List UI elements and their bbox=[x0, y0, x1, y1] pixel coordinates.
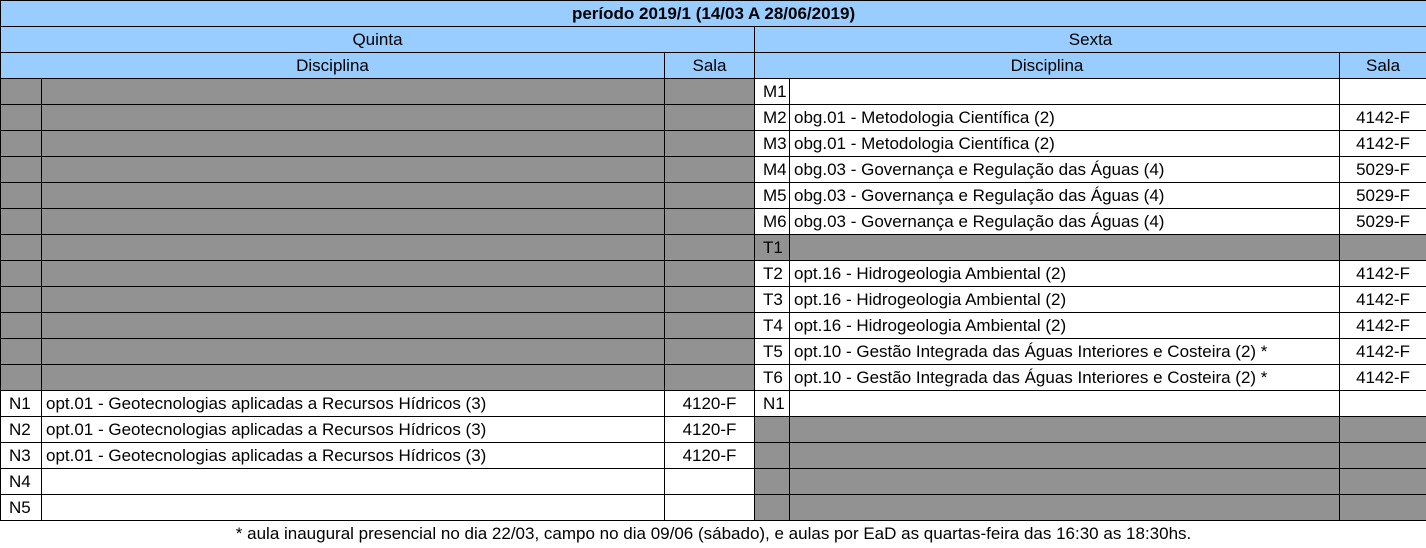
day-header-quinta: Quinta bbox=[1, 27, 755, 53]
left-slot-cell: N1 bbox=[1, 391, 42, 417]
left-course-cell bbox=[42, 495, 665, 521]
left-slot-cell: N5 bbox=[1, 495, 42, 521]
left-slot-cell bbox=[1, 261, 42, 287]
left-room-cell: 4120-F bbox=[665, 443, 755, 469]
left-room-cell bbox=[665, 365, 755, 391]
right-room-cell: 4142-F bbox=[1340, 261, 1426, 287]
left-slot-cell bbox=[1, 313, 42, 339]
column-header-row bbox=[1, 53, 1426, 79]
right-room-cell: 4142-F bbox=[1340, 131, 1426, 157]
left-room-cell bbox=[665, 313, 755, 339]
right-room-cell: 5029-F bbox=[1340, 209, 1426, 235]
right-course-cell: opt.10 - Gestão Integrada das Águas Interiores e Costeira (2) * bbox=[790, 339, 1340, 365]
left-course-cell bbox=[42, 365, 665, 391]
table-row bbox=[1, 313, 1426, 339]
right-slot-cell bbox=[755, 469, 790, 495]
right-course-cell bbox=[790, 79, 1340, 105]
right-slot-cell: M1 bbox=[755, 79, 790, 105]
right-slot-cell bbox=[755, 495, 790, 521]
col-header-sala-right: Sala bbox=[1340, 53, 1426, 79]
right-slot-cell bbox=[755, 443, 790, 469]
left-room-cell bbox=[665, 79, 755, 105]
day-header-sexta: Sexta bbox=[755, 27, 1426, 53]
table-row bbox=[1, 417, 1426, 443]
right-room-cell: 5029-F bbox=[1340, 183, 1426, 209]
left-room-cell bbox=[665, 105, 755, 131]
left-slot-cell: N2 bbox=[1, 417, 42, 443]
left-slot-cell bbox=[1, 105, 42, 131]
right-slot-cell: M3 bbox=[755, 131, 790, 157]
left-course-cell bbox=[42, 469, 665, 495]
table-row bbox=[1, 105, 1426, 131]
right-slot-cell: M5 bbox=[755, 183, 790, 209]
left-room-cell bbox=[665, 261, 755, 287]
left-course-cell bbox=[42, 287, 665, 313]
footnote-row bbox=[1, 521, 1426, 547]
table-row bbox=[1, 131, 1426, 157]
right-slot-cell: T1 bbox=[755, 235, 790, 261]
left-slot-cell: N4 bbox=[1, 469, 42, 495]
left-room-cell bbox=[665, 209, 755, 235]
right-course-cell bbox=[790, 443, 1340, 469]
table-row bbox=[1, 469, 1426, 495]
title-row bbox=[1, 1, 1426, 27]
right-slot-cell: M6 bbox=[755, 209, 790, 235]
left-slot-cell bbox=[1, 365, 42, 391]
right-room-cell bbox=[1340, 79, 1426, 105]
right-slot-cell: N1 bbox=[755, 391, 790, 417]
left-room-cell bbox=[665, 131, 755, 157]
left-slot-cell bbox=[1, 287, 42, 313]
right-room-cell bbox=[1340, 469, 1426, 495]
right-course-cell: opt.16 - Hidrogeologia Ambiental (2) bbox=[790, 313, 1340, 339]
right-slot-cell: T3 bbox=[755, 287, 790, 313]
left-course-cell bbox=[42, 261, 665, 287]
right-room-cell: 4142-F bbox=[1340, 105, 1426, 131]
left-course-cell bbox=[42, 105, 665, 131]
right-room-cell bbox=[1340, 235, 1426, 261]
left-room-cell bbox=[665, 157, 755, 183]
table-row bbox=[1, 365, 1426, 391]
day-header-row bbox=[1, 27, 1426, 53]
left-slot-cell bbox=[1, 183, 42, 209]
left-course-cell bbox=[42, 183, 665, 209]
period-title: período 2019/1 (14/03 A 28/06/2019) bbox=[1, 1, 1426, 27]
left-slot-cell bbox=[1, 209, 42, 235]
left-slot-cell bbox=[1, 339, 42, 365]
right-slot-cell bbox=[755, 417, 790, 443]
left-slot-cell bbox=[1, 79, 42, 105]
table-row bbox=[1, 495, 1426, 521]
left-slot-cell bbox=[1, 157, 42, 183]
left-slot-cell bbox=[1, 235, 42, 261]
right-room-cell: 5029-F bbox=[1340, 157, 1426, 183]
table-row bbox=[1, 209, 1426, 235]
table-row bbox=[1, 391, 1426, 417]
right-slot-cell: T4 bbox=[755, 313, 790, 339]
col-header-sala-left: Sala bbox=[665, 53, 755, 79]
left-room-cell bbox=[665, 495, 755, 521]
right-course-cell bbox=[790, 495, 1340, 521]
left-slot-cell: N3 bbox=[1, 443, 42, 469]
right-course-cell: obg.01 - Metodologia Científica (2) bbox=[790, 131, 1340, 157]
right-course-cell bbox=[790, 417, 1340, 443]
left-course-cell: opt.01 - Geotecnologias aplicadas a Recursos Hídricos (3) bbox=[42, 391, 665, 417]
left-course-cell bbox=[42, 131, 665, 157]
right-room-cell: 4142-F bbox=[1340, 339, 1426, 365]
right-course-cell bbox=[790, 235, 1340, 261]
right-course-cell: obg.01 - Metodologia Científica (2) bbox=[790, 105, 1340, 131]
right-room-cell bbox=[1340, 391, 1426, 417]
left-course-cell bbox=[42, 313, 665, 339]
left-slot-cell bbox=[1, 131, 42, 157]
right-course-cell: obg.03 - Governança e Regulação das Águas (4) bbox=[790, 157, 1340, 183]
table-row bbox=[1, 339, 1426, 365]
table-row bbox=[1, 443, 1426, 469]
left-course-cell bbox=[42, 79, 665, 105]
left-course-cell bbox=[42, 157, 665, 183]
right-slot-cell: T2 bbox=[755, 261, 790, 287]
left-course-cell: opt.01 - Geotecnologias aplicadas a Recursos Hídricos (3) bbox=[42, 443, 665, 469]
table-row bbox=[1, 261, 1426, 287]
footnote: * aula inaugural presencial no dia 22/03, campo no dia 09/06 (sábado), e aulas por EaD as quartas-feira das 16:30 as 18:30hs. bbox=[235, 524, 1192, 543]
right-course-cell bbox=[790, 391, 1340, 417]
right-course-cell: opt.16 - Hidrogeologia Ambiental (2) bbox=[790, 261, 1340, 287]
right-room-cell: 4142-F bbox=[1340, 365, 1426, 391]
table-row bbox=[1, 157, 1426, 183]
left-room-cell bbox=[665, 339, 755, 365]
left-course-cell: opt.01 - Geotecnologias aplicadas a Recursos Hídricos (3) bbox=[42, 417, 665, 443]
table-row bbox=[1, 287, 1426, 313]
right-course-cell: obg.03 - Governança e Regulação das Águas (4) bbox=[790, 209, 1340, 235]
left-course-cell bbox=[42, 235, 665, 261]
right-slot-cell: M2 bbox=[755, 105, 790, 131]
right-slot-cell: T5 bbox=[755, 339, 790, 365]
right-slot-cell: T6 bbox=[755, 365, 790, 391]
right-course-cell bbox=[790, 469, 1340, 495]
right-room-cell bbox=[1340, 495, 1426, 521]
left-room-cell: 4120-F bbox=[665, 417, 755, 443]
table-row bbox=[1, 79, 1426, 105]
left-room-cell bbox=[665, 469, 755, 495]
right-room-cell: 4142-F bbox=[1340, 313, 1426, 339]
left-room-cell bbox=[665, 183, 755, 209]
col-header-disciplina-left: Disciplina bbox=[1, 53, 665, 79]
right-course-cell: obg.03 - Governança e Regulação das Águas (4) bbox=[790, 183, 1340, 209]
left-course-cell bbox=[42, 209, 665, 235]
left-room-cell: 4120-F bbox=[665, 391, 755, 417]
table-row bbox=[1, 235, 1426, 261]
col-header-disciplina-right: Disciplina bbox=[755, 53, 1340, 79]
left-room-cell bbox=[665, 235, 755, 261]
left-room-cell bbox=[665, 287, 755, 313]
right-course-cell: opt.10 - Gestão Integrada das Águas Interiores e Costeira (2) * bbox=[790, 365, 1340, 391]
right-room-cell: 4142-F bbox=[1340, 287, 1426, 313]
left-course-cell bbox=[42, 339, 665, 365]
right-room-cell bbox=[1340, 443, 1426, 469]
table-row bbox=[1, 183, 1426, 209]
right-room-cell bbox=[1340, 417, 1426, 443]
right-slot-cell: M4 bbox=[755, 157, 790, 183]
right-course-cell: opt.16 - Hidrogeologia Ambiental (2) bbox=[790, 287, 1340, 313]
